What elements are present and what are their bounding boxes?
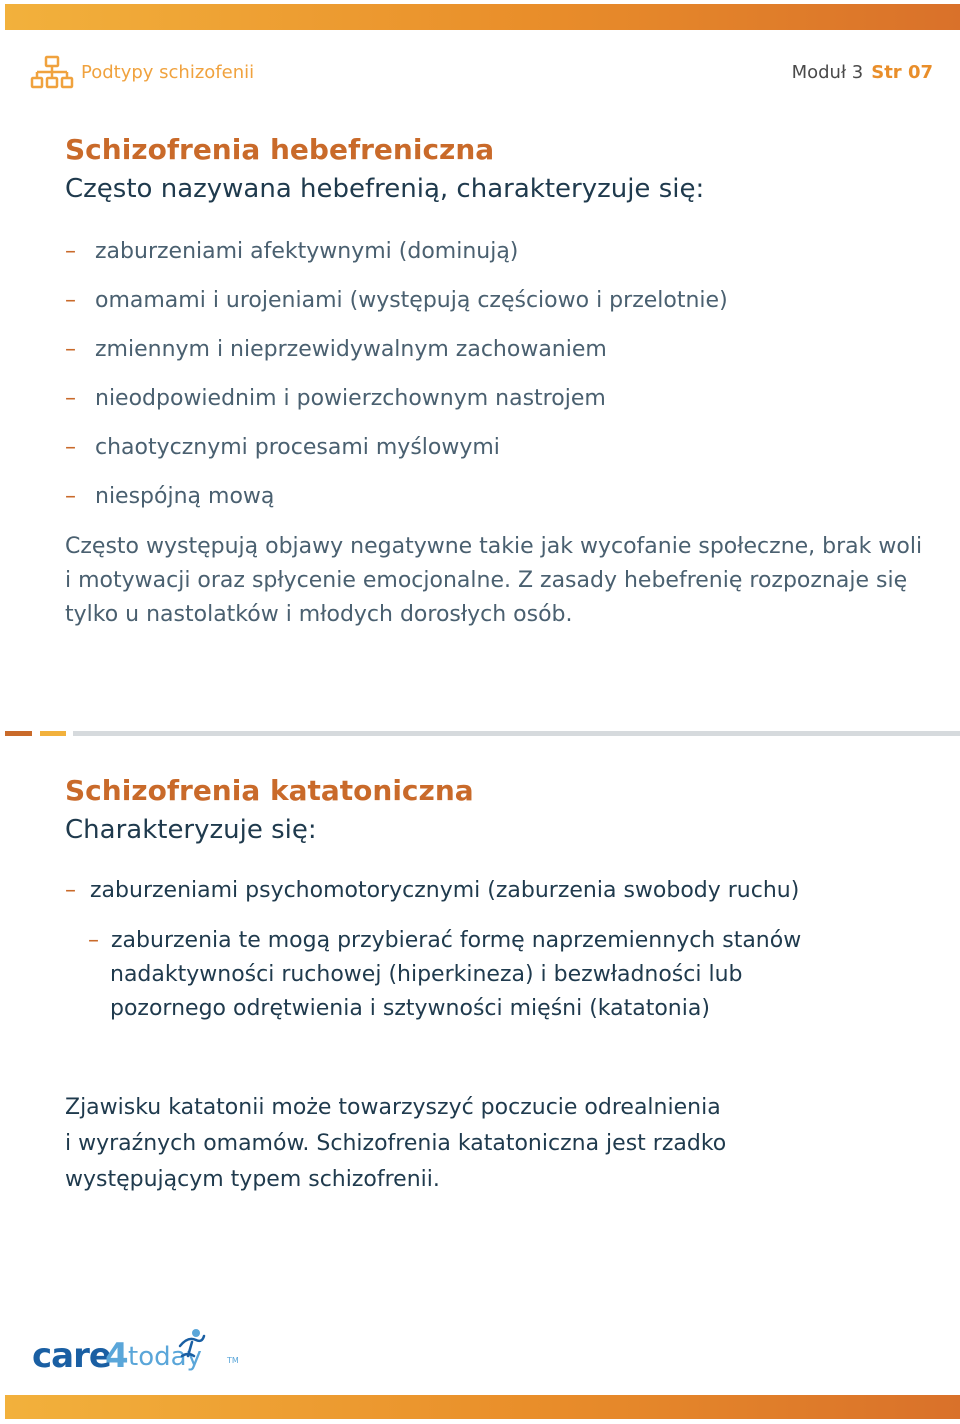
logo-four-text: 4 <box>105 1336 129 1376</box>
divider-segment-orange <box>40 731 66 736</box>
list-item <box>65 483 728 532</box>
paragraph-line: występującym typem schizofrenii. <box>65 1167 440 1192</box>
section-subtitle-katatoniczna: Charakteryzuje się: <box>65 815 317 845</box>
dash-bullet-icon: – <box>65 239 76 264</box>
care4today-logo <box>32 1328 239 1378</box>
list-item <box>65 434 728 483</box>
list-item <box>65 238 728 287</box>
list-item-text: zmiennym i nieprzewidywalnym zachowaniem <box>95 337 607 362</box>
paragraph-katatoniczna <box>65 1090 925 1198</box>
symptom-list-hebefreniczna <box>65 238 728 532</box>
list-item <box>65 385 728 434</box>
dash-bullet-icon: – <box>65 878 76 903</box>
divider-segment-rust <box>5 731 32 736</box>
dash-bullet-icon: – <box>88 928 99 953</box>
bottom-accent-bar <box>5 1395 960 1419</box>
sub-list-line: pozornego odrętwienia i sztywności mięśni (katatonia) <box>110 996 710 1021</box>
page-number: Str 07 <box>871 62 933 83</box>
logo-care-text: care <box>32 1336 111 1376</box>
paragraph-line: Zjawisku katatonii może towarzyszyć poczucie odrealnienia <box>65 1095 721 1120</box>
list-item-text: omamami i urojeniami (występują częściowo i przelotnie) <box>95 288 728 313</box>
logo-tm-text: TM <box>227 1356 239 1365</box>
list-item-text: nieodpowiednim i powierzchownym nastrojem <box>95 386 606 411</box>
section-title-katatoniczna: Schizofrenia katatoniczna <box>65 774 474 807</box>
module-label: Moduł 3 <box>791 62 864 83</box>
section-subtitle-hebefreniczna: Często nazywana hebefrenią, charakteryzuje się: <box>65 174 705 204</box>
section-title-hebefreniczna: Schizofrenia hebefreniczna <box>65 133 495 166</box>
sub-list-line: zaburzenia te mogą przybierać formę naprzemiennych stanów <box>111 928 802 953</box>
dash-bullet-icon: – <box>65 386 76 411</box>
top-accent-bar <box>5 4 960 30</box>
logo-figure-icon <box>172 1326 208 1362</box>
list-item <box>65 877 799 905</box>
dash-bullet-icon: – <box>65 484 76 509</box>
sitemap-icon <box>30 55 74 91</box>
list-item <box>65 336 728 385</box>
list-item <box>65 287 728 336</box>
list-item-text: chaotycznymi procesami myślowymi <box>95 435 500 460</box>
paragraph-line: i wyraźnych omamów. Schizofrenia katatoniczna jest rzadko <box>65 1131 727 1156</box>
dash-bullet-icon: – <box>65 288 76 313</box>
sub-list-item <box>88 924 908 1026</box>
divider-segment-gray <box>73 731 960 736</box>
dash-bullet-icon: – <box>65 337 76 362</box>
section-breadcrumb: Podtypy schizofenii <box>81 62 255 83</box>
list-item-text: niespójną mową <box>95 484 275 509</box>
dash-bullet-icon: – <box>65 435 76 460</box>
logo-today-text: today <box>128 1342 202 1372</box>
list-item-text: zaburzeniami psychomotorycznymi (zaburzenia swobody ruchu) <box>90 878 800 903</box>
paragraph-hebefreniczna: Często występują objawy negatywne takie jak wycofanie społeczne, brak woli i motywacji oraz spłycenie emocjonalne. Z zasady hebefrenię rozpoznaje się tylko u nastolatków i młodych dorosłych osób. <box>65 534 923 627</box>
page-indicator <box>792 62 933 83</box>
list-item-text: zaburzeniami afektywnymi (dominują) <box>95 239 519 264</box>
sub-list-line: nadaktywności ruchowej (hiperkineza) i bezwładności lub <box>110 962 743 987</box>
